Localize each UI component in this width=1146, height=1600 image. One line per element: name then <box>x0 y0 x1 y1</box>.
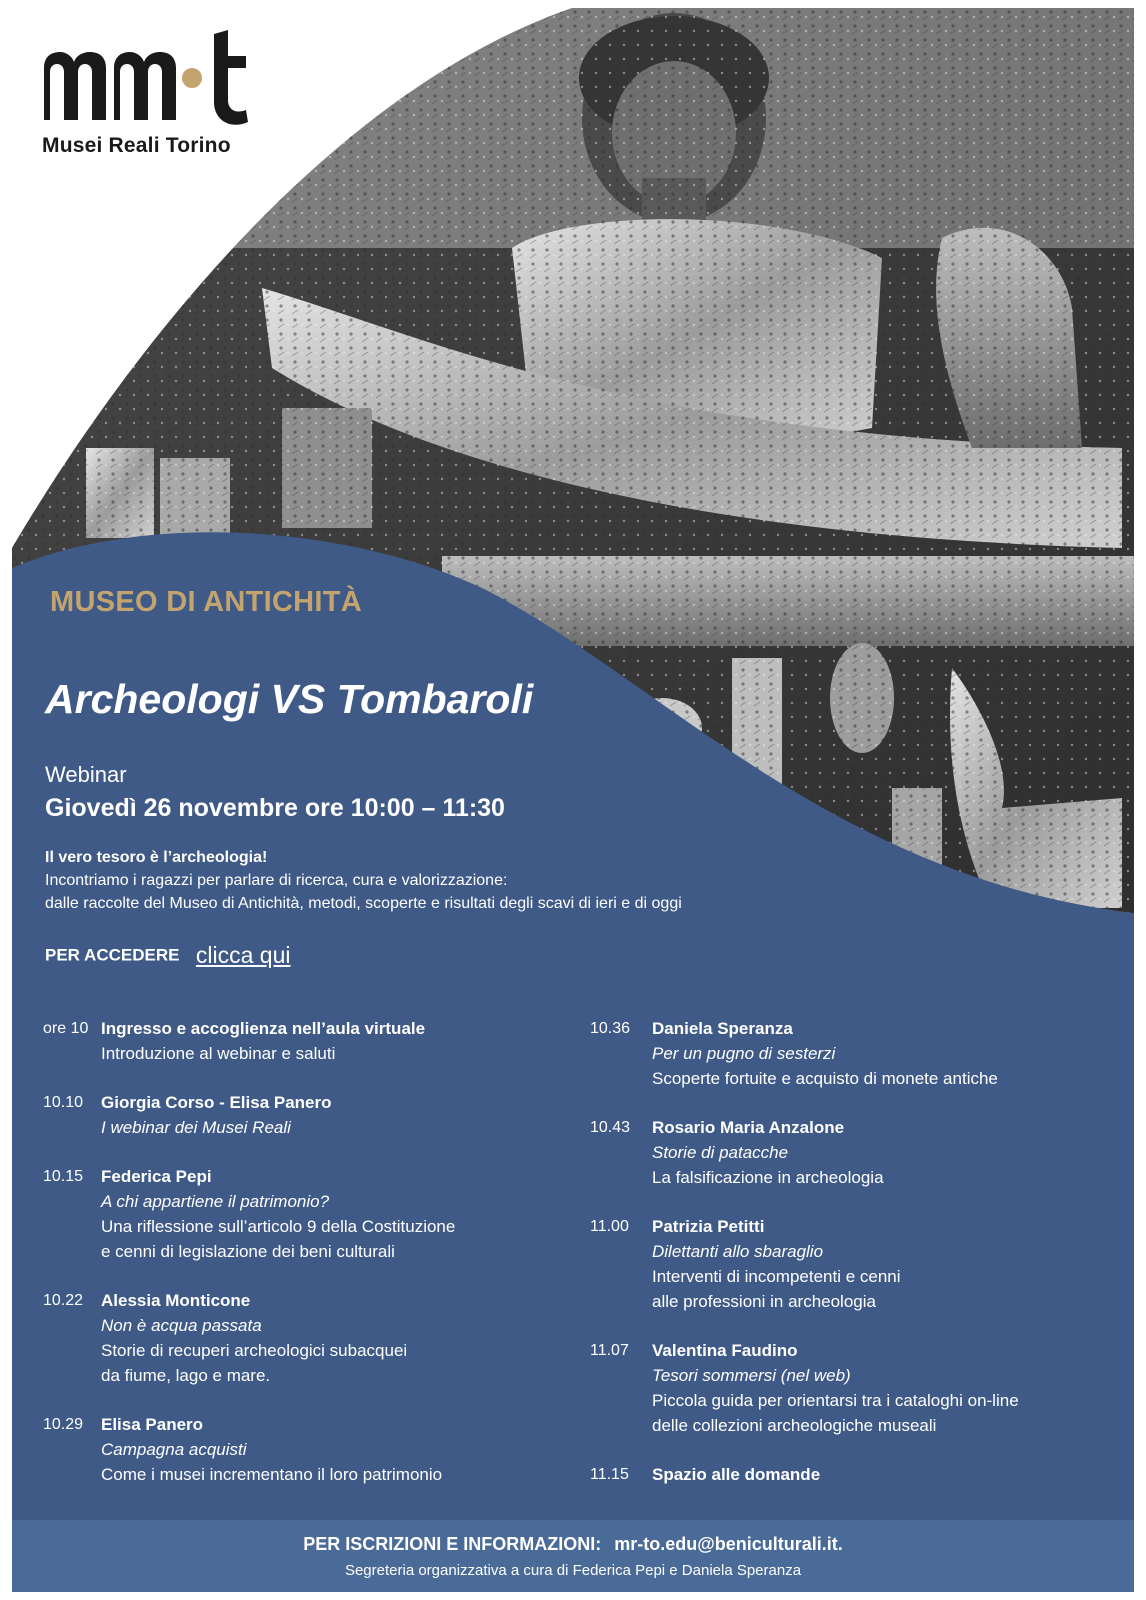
program-details <box>101 1412 442 1487</box>
access-row <box>45 942 291 969</box>
program-item <box>590 1115 1120 1190</box>
program-speaker: Elisa Panero <box>101 1415 204 1434</box>
program-item <box>590 1338 1120 1438</box>
program-speaker: Valentina Faudino <box>652 1341 798 1360</box>
access-link[interactable]: clicca qui <box>195 942 291 968</box>
program-time: 10.29 <box>43 1416 84 1433</box>
mrt-logo-icon <box>42 30 262 130</box>
program-speaker: Spazio alle domande <box>652 1465 821 1484</box>
program-speaker: Giorgia Corso - Elisa Panero <box>101 1093 332 1112</box>
program-talk-title: I webinar dei Musei Reali <box>101 1118 291 1137</box>
event-description <box>45 846 682 915</box>
program-time: 10.22 <box>43 1292 84 1309</box>
program-description-line: Come i musei incrementano il loro patrimonio <box>101 1465 443 1484</box>
program-description-line: Introduzione al webinar e saluti <box>101 1044 336 1063</box>
footer-email[interactable]: mr-to.edu@beniculturali.it. <box>614 1534 843 1554</box>
program-talk-title: Campagna acquisti <box>101 1440 247 1459</box>
footer <box>12 1520 1134 1592</box>
program-details <box>652 1338 1019 1438</box>
program-talk-title: Dilettanti allo sbaraglio <box>652 1242 824 1261</box>
footer-contact <box>12 1534 1134 1555</box>
program-description-line: Interventi di incompetenti e cenni <box>652 1267 901 1286</box>
program-time: 11.00 <box>590 1218 629 1235</box>
program-talk-title: Per un pugno di sesterzi <box>652 1044 836 1063</box>
program-details <box>652 1115 884 1190</box>
program-description-line: alle professioni in archeologia <box>652 1292 876 1311</box>
program-time: 10.10 <box>43 1094 84 1111</box>
program-description-line: Storie di recuperi archeologici subacquei <box>101 1341 408 1360</box>
description-line: Incontriamo i ragazzi per parlare di ricerca, cura e valorizzazione: <box>45 872 508 889</box>
program-time: 10.15 <box>43 1168 84 1185</box>
program-talk-title: Non è acqua passata <box>101 1316 262 1335</box>
program-item <box>43 1090 588 1140</box>
program-details <box>652 1462 820 1487</box>
program-time: ore 10 <box>43 1020 89 1037</box>
program-description-line: Scoperte fortuite e acquisto di monete antiche <box>652 1069 998 1088</box>
museum-name: MUSEO DI ANTICHITÀ <box>50 586 363 618</box>
program-details <box>101 1090 332 1140</box>
program-description-line: Una riflessione sull’articolo 9 della Costituzione <box>101 1217 456 1236</box>
program-description-line: da fiume, lago e mare. <box>101 1366 271 1385</box>
program-description-line: delle collezioni archeologiche museali <box>652 1416 937 1435</box>
program-right-column <box>590 1016 1120 1511</box>
program-left-column <box>43 1016 588 1511</box>
program-item <box>43 1412 588 1487</box>
program-speaker: Federica Pepi <box>101 1167 212 1186</box>
poster <box>12 8 1134 1592</box>
program-speaker: Rosario Maria Anzalone <box>652 1118 845 1137</box>
logo-org-name: Musei Reali Torino <box>42 134 231 157</box>
program-description-line: La falsificazione in archeologia <box>652 1168 884 1187</box>
program-item <box>590 1214 1120 1314</box>
program-description-line: Piccola guida per orientarsi tra i cataloghi on-line <box>652 1391 1019 1410</box>
program-details <box>652 1214 901 1314</box>
program-item <box>590 1016 1120 1091</box>
program-details <box>101 1016 425 1066</box>
program-description-line: e cenni di legislazione dei beni culturali <box>101 1242 395 1261</box>
program-time: 10.36 <box>590 1020 631 1037</box>
description-headline: Il vero tesoro è l’archeologia! <box>45 849 268 866</box>
event-title: Archeologi VS Tombaroli <box>45 676 534 722</box>
program-time: 10.43 <box>590 1119 631 1136</box>
program-speaker: Alessia Monticone <box>101 1291 251 1310</box>
event-date-time: Giovedì 26 novembre ore 10:00 – 11:30 <box>45 794 505 822</box>
program-speaker: Patrizia Petitti <box>652 1217 765 1236</box>
program-details <box>652 1016 998 1091</box>
program-details <box>101 1288 407 1388</box>
event-type: Webinar <box>45 762 127 787</box>
access-label: PER ACCEDERE <box>45 945 180 965</box>
program-time: 11.07 <box>590 1342 629 1359</box>
footer-organizers: Segreteria organizzativa a cura di Federica Pepi e Daniela Speranza <box>344 1562 802 1579</box>
program-item <box>43 1164 588 1264</box>
program-item <box>43 1288 588 1388</box>
program-details <box>101 1164 455 1264</box>
footer-label: PER ISCRIZIONI E INFORMAZIONI: <box>303 1534 602 1554</box>
program-talk-title: A chi appartiene il patrimonio? <box>101 1192 330 1211</box>
program-time: 11.15 <box>590 1466 629 1483</box>
program-talk-title: Storie di patacche <box>652 1143 789 1162</box>
description-line: dalle raccolte del Museo di Antichità, metodi, scoperte e risultati degli scavi di ieri e di oggi <box>45 895 682 912</box>
program-item <box>590 1462 1120 1487</box>
program-speaker: Daniela Speranza <box>652 1019 793 1038</box>
program-talk-title: Tesori sommersi (nel web) <box>652 1366 851 1385</box>
program-item <box>43 1016 588 1066</box>
program-speaker: Ingresso e accoglienza nell’aula virtuale <box>101 1019 426 1038</box>
